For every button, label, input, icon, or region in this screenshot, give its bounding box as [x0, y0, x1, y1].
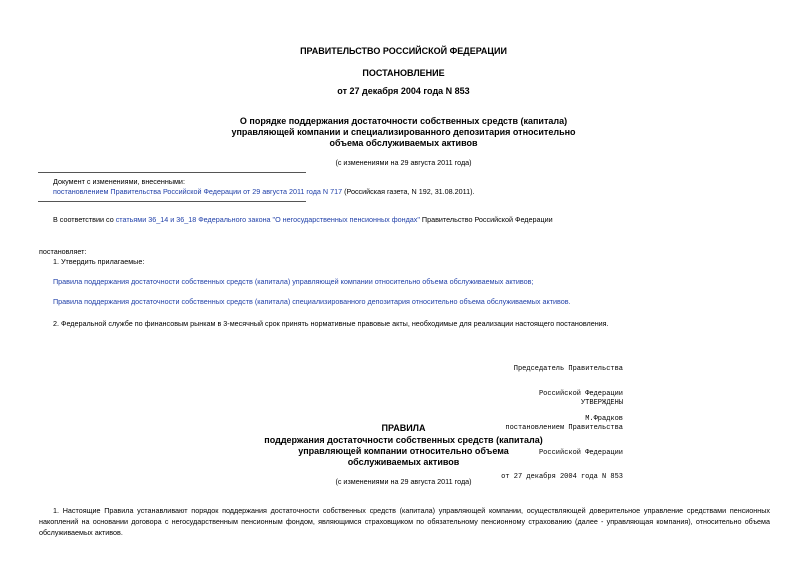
document-title-line-1: О порядке поддержания достаточности собственных средств (капитала): [239, 116, 568, 126]
amendment-top-rule: [38, 172, 306, 173]
preamble-suffix: Правительство Российской Федерации: [419, 215, 553, 224]
amendment-bottom-rule: [38, 201, 306, 202]
rules-heading: ПРАВИЛА: [381, 423, 426, 433]
approval-line-4: от 27 декабря 2004 года N 853: [501, 473, 623, 482]
amendment-line: [53, 187, 475, 196]
rules-paragraph-1: 1. Настоящие Правила устанавливают порядок поддержания достаточности собственных средств (капитала) управляющей компании, осуществляющей доверительное управление средствами пенсионных накоплений на основании договора с негосударственным пенсионным фондом, являющимся страховщиком по обязательному пенсионному страхованию (далее - управляющая компания), относительно объема обслуживаемых активов.: [39, 506, 770, 537]
rules-subtitle-line-1: поддержания достаточности собственных средств (капитала): [264, 435, 543, 445]
item-2: 2. Федеральной службе по финансовым рынкам в 3-месячный срок принять нормативные правовые акты, необходимые для реализации настоящего постановления.: [53, 319, 609, 328]
amendment-link[interactable]: постановлением Правительства Российской Федерации от 29 августа 2011 года N 717: [53, 187, 343, 196]
revision-note: (с изменениями на 29 августа 2011 года): [335, 158, 472, 167]
preamble: [53, 215, 553, 224]
rules-link-depositary[interactable]: Правила поддержания достаточности собственных средств (капитала) специализированного депозитария относительно объема обслуживаемых активов.: [53, 297, 571, 306]
rules-subtitle-line-2: управляющей компании относительно объема: [298, 446, 509, 456]
document-title-line-2: управляющей компании и специализированного депозитария относительно: [231, 127, 576, 137]
document-date: от 27 декабря 2004 года N 853: [337, 86, 470, 96]
signature-line-1: Председатель Правительства: [513, 365, 623, 374]
amendment-label: Документ с изменениями, внесенными:: [53, 177, 185, 186]
approval-line-3: Российской Федерации: [538, 448, 623, 457]
decree-word: постановляет:: [39, 247, 87, 256]
rules-subtitle-line-3: обслуживаемых активов: [347, 457, 460, 467]
approval-line-1: УТВЕРЖДЕНЫ: [580, 399, 623, 408]
document-title-line-3: объема обслуживаемых активов: [329, 138, 478, 148]
amendment-source: (Российская газета, N 192, 31.08.2011).: [342, 187, 475, 196]
law-link[interactable]: статьями 36_14 и 36_18 Федерального закона "О негосударственных пенсионных фондах": [115, 215, 420, 224]
document-type: ПОСТАНОВЛЕНИЕ: [362, 68, 445, 78]
government-title: ПРАВИТЕЛЬСТВО РОССИЙСКОЙ ФЕДЕРАЦИИ: [300, 46, 507, 56]
approval-line-2: постановлением Правительства: [505, 424, 623, 433]
item-1: 1. Утвердить прилагаемые:: [53, 257, 145, 266]
preamble-prefix: В соответствии со: [53, 215, 116, 224]
rules-revision-note: (с изменениями на 29 августа 2011 года): [335, 477, 472, 486]
signature-line-3: М.Фрадков: [585, 414, 623, 423]
rules-link-management-company[interactable]: Правила поддержания достаточности собственных средств (капитала) управляющей компании относительно объема обслуживаемых активов;: [53, 277, 534, 286]
signature-line-2: Российской Федерации: [538, 390, 623, 399]
